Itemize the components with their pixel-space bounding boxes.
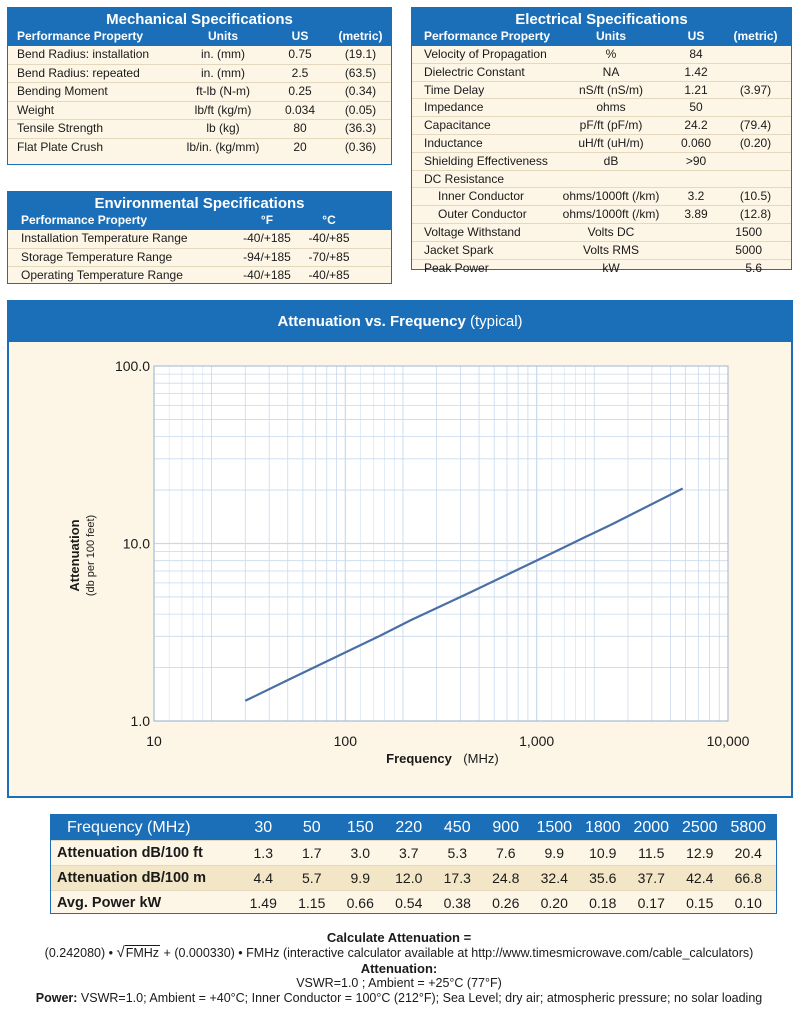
formula-dot-1: • [108, 946, 114, 960]
table-cell: 0.10 [734, 895, 762, 911]
environmental-row [8, 230, 391, 249]
electrical-cell: 3.2 [687, 189, 705, 204]
table-cell: 1.49 [249, 895, 277, 911]
frequency-value: 2500 [681, 819, 718, 836]
frequency-value: 2000 [633, 819, 670, 836]
electrical-cell [720, 46, 791, 63]
electrical-row [412, 206, 791, 224]
mech-col-us: US [291, 29, 309, 43]
electrical-cell: (0.20) [739, 135, 772, 150]
power-conditions-label: Power: [35, 991, 78, 1005]
electrical-cell: (10.5) [739, 189, 772, 204]
mechanical-cell: lb/in. (kg/mm) [186, 139, 260, 154]
table-cell: 0.18 [589, 895, 617, 911]
power-conditions: VSWR=1.0; Ambient = +40°C; Inner Conductor = 100°C (212°F); Sea Level; dry air; atmospheric pressure; no solar loading [80, 991, 763, 1005]
table-cell: 5.3 [447, 845, 467, 861]
electrical-cell: 3.89 [684, 207, 708, 222]
attenuation-conditions: VSWR=1.0 ; Ambient = +25°C (77°F) [296, 976, 502, 990]
mechanical-column-headers [8, 29, 391, 46]
mechanical-cell: lb/ft (kg/m) [194, 102, 252, 117]
electrical-row [412, 64, 791, 82]
electrical-cell: ohms [596, 100, 626, 115]
environmental-cell: -40/+85 [308, 231, 350, 245]
electrical-cell [720, 153, 791, 170]
environmental-row [8, 267, 391, 285]
mechanical-header-band [8, 8, 391, 46]
electrical-cell: >90 [685, 153, 707, 168]
electrical-cell: Velocity of Propagation [424, 47, 547, 61]
frequency-value: 450 [443, 819, 471, 836]
y-tick-label: 100.0 [114, 358, 150, 374]
electrical-cell: dB [603, 153, 619, 168]
attenuation-formula [0, 945, 798, 961]
env-col-property: Performance Property [21, 213, 148, 227]
mechanical-cell: 0.25 [288, 84, 312, 98]
x-axis-label: Frequency [386, 751, 452, 766]
x-tick-label: 10,000 [706, 733, 750, 749]
elec-col-property: Performance Property [424, 29, 550, 43]
electrical-cell: Voltage Withstand [424, 224, 521, 239]
row-label: Attenuation dB/100 m [57, 870, 207, 886]
electrical-row [412, 260, 791, 277]
mechanical-row [8, 46, 391, 65]
electrical-row [412, 224, 791, 242]
mechanical-cell: Bend Radius: installation [17, 47, 150, 61]
environmental-column-headers [8, 213, 391, 230]
mechanical-title: Mechanical Specifications [106, 11, 293, 28]
table-cell: 0.38 [443, 895, 471, 911]
electrical-cell: (12.8) [739, 207, 772, 222]
electrical-cell: % [605, 47, 617, 61]
electrical-cell: pF/ft (pF/m) [579, 118, 643, 133]
table-cell: 32.4 [540, 870, 568, 886]
row-label: Avg. Power kW [57, 895, 162, 911]
electrical-cell: kW [602, 260, 620, 275]
table-cell: 1.7 [302, 845, 322, 861]
table-cell: 0.15 [686, 895, 714, 911]
electrical-cell [720, 99, 791, 116]
electrical-title: Electrical Specifications [515, 11, 688, 28]
electrical-cell: 0.060 [680, 135, 712, 150]
environmental-cell: -70/+85 [308, 249, 350, 264]
row-label: Attenuation dB/100 ft [57, 845, 203, 861]
electrical-cell: 50 [689, 100, 703, 115]
mechanical-rows [8, 46, 391, 156]
mech-col-units: Units [208, 29, 238, 43]
electrical-row [412, 117, 791, 135]
mechanical-cell: in. (mm) [201, 47, 245, 61]
electrical-cell: 5.6 [745, 260, 762, 275]
table-cell: 5.7 [302, 870, 322, 886]
power-conditions-line [0, 991, 798, 1006]
calculate-title: Calculate Attenuation = [326, 930, 472, 945]
table-cell: 10.9 [589, 845, 617, 861]
electrical-row [412, 99, 791, 117]
electrical-cell: Inductance [424, 135, 483, 150]
mechanical-cell: 0.75 [288, 47, 312, 61]
table-cell: 4.4 [253, 870, 273, 886]
x-tick-label: 1,000 [519, 733, 555, 749]
table-cell: 9.9 [544, 845, 564, 861]
mechanical-row [8, 102, 391, 121]
table-cell: 66.8 [734, 870, 762, 886]
mechanical-cell: 0.034 [284, 102, 316, 117]
electrical-cell: ohms/1000ft (/km) [562, 207, 660, 222]
electrical-cell: 84 [689, 47, 703, 61]
table-cell: 11.5 [638, 845, 665, 861]
mech-col-property: Performance Property [17, 29, 144, 43]
table-cell: 3.7 [399, 845, 419, 861]
table-cell: 37.7 [637, 870, 665, 886]
mechanical-cell: (0.34) [344, 84, 377, 98]
table-cell: 1.15 [298, 895, 326, 911]
formula-var2: FMHz [246, 946, 280, 960]
elec-col-us: US [687, 29, 705, 43]
attenuation-chart [9, 302, 795, 800]
mechanical-cell: 2.5 [291, 65, 309, 80]
environmental-cell: -40/+85 [308, 268, 350, 282]
electrical-row [412, 153, 791, 171]
table-cell: 0.66 [346, 895, 374, 911]
electrical-cell: Time Delay [424, 82, 485, 97]
electrical-cell: (3.97) [739, 82, 772, 97]
mechanical-row [8, 65, 391, 84]
mech-col-metric: (metric) [338, 29, 383, 43]
frequency-value: 1800 [584, 819, 621, 836]
frequency-value: 5800 [730, 819, 767, 836]
electrical-row [412, 188, 791, 206]
electrical-cell: 1.21 [684, 82, 708, 97]
environmental-title: Environmental Specifications [94, 195, 305, 212]
environmental-cell: -94/+185 [243, 249, 291, 264]
environmental-specifications-table [7, 191, 392, 284]
formula-coef1: (0.242080) [44, 946, 106, 960]
electrical-row [412, 242, 791, 260]
frequency-header-row [51, 815, 776, 840]
table-row [51, 890, 776, 915]
mechanical-cell: (36.3) [344, 121, 377, 135]
table-row [51, 865, 776, 890]
attenuation-conditions-label: Attenuation: [360, 961, 438, 976]
electrical-cell: uH/ft (uH/m) [578, 135, 644, 150]
electrical-cell: ohms/1000ft (/km) [562, 189, 660, 204]
electrical-cell [768, 260, 791, 277]
table-cell: 24.8 [492, 870, 520, 886]
x-tick-label: 100 [333, 733, 358, 749]
table-cell: 7.6 [496, 845, 516, 861]
mechanical-cell: in. (mm) [201, 65, 245, 80]
electrical-header-band [412, 8, 791, 46]
electrical-cell: Shielding Effectiveness [424, 153, 548, 168]
attenuation-chart-panel [7, 300, 793, 798]
attenuation-power-table [50, 814, 777, 914]
mechanical-cell: (0.05) [344, 102, 377, 117]
electrical-column-headers [412, 29, 791, 46]
chart-title: Attenuation vs. Frequency [277, 313, 466, 330]
mechanical-cell: (19.1) [344, 47, 377, 61]
environmental-row [8, 249, 391, 268]
electrical-cell [672, 171, 720, 188]
electrical-cell [550, 171, 672, 188]
environmental-cell: Storage Temperature Range [21, 249, 173, 264]
electrical-cell: Volts DC [587, 224, 635, 239]
mechanical-cell: (0.36) [344, 139, 377, 154]
frequency-value: 150 [346, 819, 374, 836]
electrical-cell [768, 242, 791, 259]
electrical-cell: Volts RMS [582, 242, 639, 257]
electrical-cell: 5000 [735, 242, 762, 257]
calculation-notes [0, 930, 798, 1006]
y-tick-label: 1.0 [130, 713, 150, 729]
y-axis-label: Attenuation [67, 519, 82, 592]
table-row [51, 840, 776, 865]
sqrt-symbol: √ [116, 944, 125, 961]
table-cell: 12.0 [395, 870, 423, 886]
frequency-value: 220 [395, 819, 423, 836]
electrical-cell: (79.4) [739, 118, 772, 133]
env-col-c: °C [322, 213, 336, 227]
formula-plus: + [163, 946, 171, 960]
mechanical-row [8, 120, 391, 139]
mechanical-cell: Bend Radius: repeated [17, 65, 140, 80]
electrical-cell: Jacket Spark [424, 242, 494, 257]
environmental-cell: -40/+185 [243, 231, 291, 245]
frequency-header-label: Frequency (MHz) [67, 819, 191, 836]
electrical-specifications-table [411, 7, 792, 275]
table-cell: 0.20 [540, 895, 568, 911]
table-cell: 17.3 [443, 870, 471, 886]
mechanical-cell: ft-lb (N-m) [196, 84, 250, 98]
table-cell: 20.4 [734, 845, 762, 861]
x-tick-label: 10 [146, 733, 162, 749]
formula-dot-2: • [238, 946, 243, 960]
electrical-cell [768, 224, 791, 241]
electrical-row [412, 171, 791, 189]
frequency-value: 900 [492, 819, 520, 836]
electrical-cell [720, 171, 791, 188]
elec-col-units: Units [596, 29, 626, 43]
formula-sqrt-var: FMHz [125, 946, 160, 960]
electrical-cell: DC Resistance [424, 171, 505, 186]
mechanical-cell: Tensile Strength [17, 121, 104, 135]
electrical-rows [412, 46, 791, 276]
table-cell: 0.54 [395, 895, 423, 911]
y-tick-label: 10.0 [122, 535, 150, 552]
environmental-rows [8, 230, 391, 285]
electrical-cell: Inner Conductor [438, 189, 525, 204]
electrical-cell: Outer Conductor [438, 207, 527, 222]
environmental-header-band [8, 192, 391, 230]
electrical-cell: Capacitance [424, 118, 491, 133]
frequency-value: 1500 [536, 819, 573, 836]
electrical-cell: Peak Power [424, 260, 489, 275]
electrical-cell: 1500 [735, 224, 762, 239]
mechanical-cell: (63.5) [344, 65, 377, 80]
electrical-cell: nS/ft (nS/m) [578, 82, 643, 97]
table-cell: 1.3 [253, 845, 273, 861]
mechanical-cell: Bending Moment [17, 84, 108, 98]
mechanical-cell: 20 [293, 139, 307, 154]
mechanical-cell: lb (kg) [206, 121, 240, 135]
frequency-value: 50 [302, 819, 321, 836]
environmental-cell: Installation Temperature Range [21, 231, 188, 245]
environmental-cell: -40/+185 [243, 268, 291, 282]
table-cell: 35.6 [589, 870, 617, 886]
x-axis-unit: (MHz) [463, 751, 499, 766]
electrical-cell: Impedance [424, 100, 484, 115]
env-col-f: °F [260, 213, 274, 227]
calculator-note: (interactive calculator available at http://www.timesmicrowave.com/cable_calculators) [282, 946, 754, 960]
electrical-cell: NA [602, 64, 620, 79]
table-cell: 0.26 [492, 895, 520, 911]
chart-subtitle: (typical) [470, 313, 523, 330]
y-axis-unit: (db per 100 feet) [85, 514, 97, 597]
electrical-row [412, 135, 791, 153]
electrical-cell [720, 64, 791, 81]
mechanical-cell: Flat Plate Crush [17, 139, 104, 154]
mechanical-row [8, 83, 391, 102]
environmental-cell: Operating Temperature Range [21, 268, 183, 282]
electrical-cell: 1.42 [684, 64, 708, 79]
mechanical-cell: 80 [293, 121, 307, 135]
electrical-cell: Dielectric Constant [424, 64, 525, 79]
frequency-value: 30 [254, 819, 273, 836]
electrical-row [412, 46, 791, 64]
elec-col-metric: (metric) [733, 29, 778, 43]
table-cell: 42.4 [686, 870, 714, 886]
table-cell: 12.9 [686, 845, 714, 861]
mechanical-cell: Weight [17, 102, 55, 117]
electrical-row [412, 82, 791, 100]
table-cell: 0.17 [637, 895, 665, 911]
mechanical-row [8, 139, 391, 157]
mechanical-specifications-table [7, 7, 392, 165]
formula-coef2: (0.000330) [174, 946, 235, 960]
table-cell: 3.0 [350, 845, 370, 861]
electrical-cell: 24.2 [684, 118, 708, 133]
table-cell: 9.9 [350, 870, 370, 886]
